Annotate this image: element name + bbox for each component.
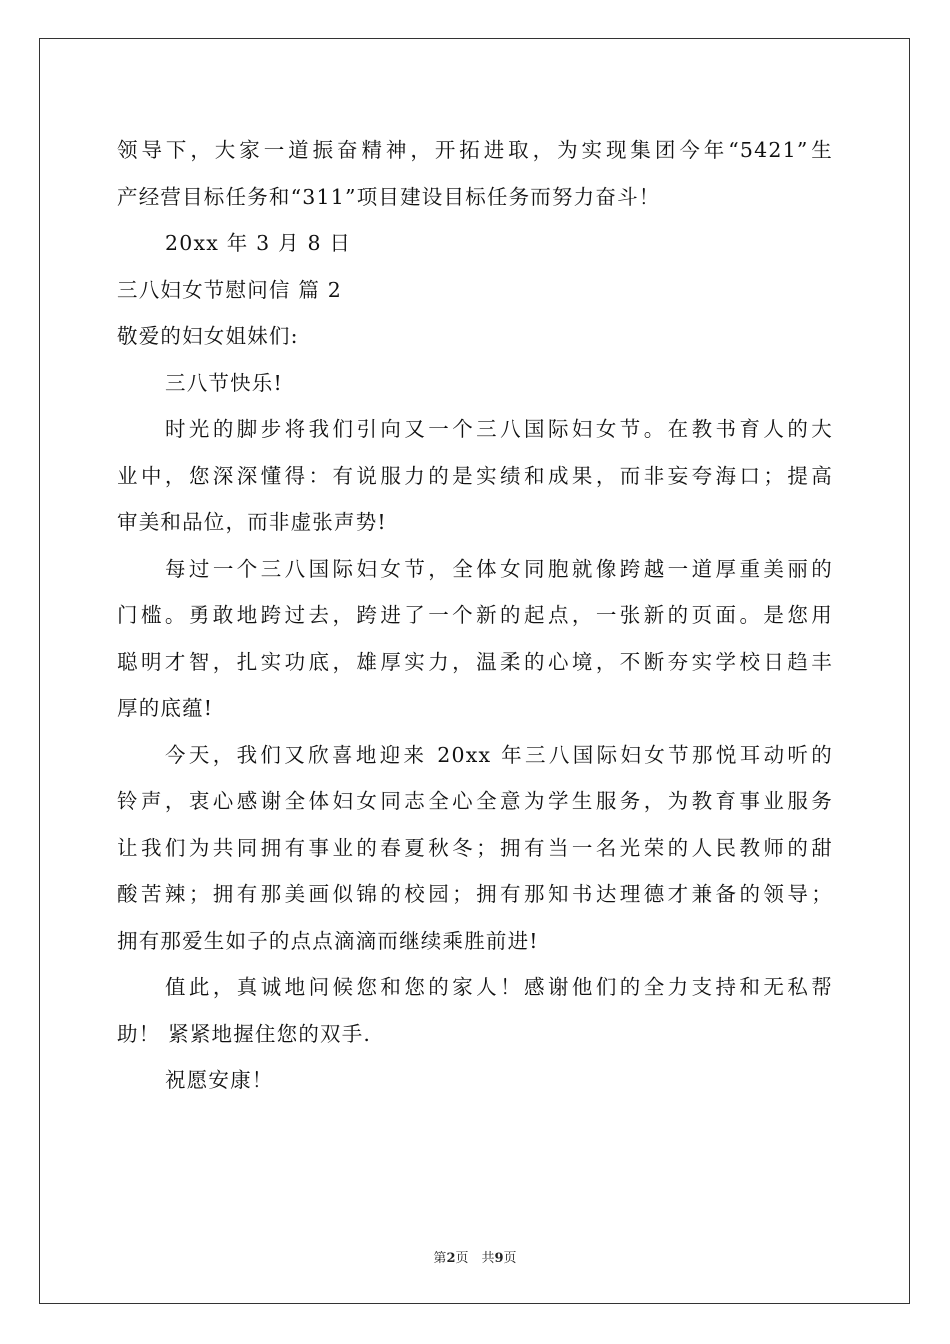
paragraph-line: 铃声，衷心感谢全体妇女同志全心全意为学生服务，为教育事业服务 (117, 789, 833, 813)
footer-prefix: 第 (433, 1251, 447, 1266)
paragraph-line: 聪明才智，扎实功底，雄厚实力，温柔的心境，不断夯实学校日趋丰 (117, 649, 833, 674)
paragraph-line: 酸苦辣；拥有那美画似锦的校园；拥有那知书达理德才兼备的领导； (117, 882, 833, 906)
paragraph-line: 产经营目标任务和“311”项目建设目标任务而努力奋斗！ (117, 184, 661, 209)
paragraph-line: 时光的脚步将我们引向又一个三八国际妇女节。在教书育人的大 (165, 417, 833, 441)
paragraph-line: 业中，您深深懂得：有说服力的是实绩和成果，而非妄夸海口；提高 (117, 463, 833, 488)
paragraph-line: 让我们为共同拥有事业的春夏秋冬；拥有当一名光荣的人民教师的甜 (117, 835, 833, 860)
paragraph-line: 领导下，大家一道振奋精神，开拓进取，为实现集团今年“5421”生 (117, 138, 833, 162)
paragraph-line: 今天，我们又欣喜地迎来 20xx 年三八国际妇女节那悦耳动听的 (165, 742, 833, 767)
salutation: 敬爱的妇女姐妹们: (117, 324, 299, 348)
paragraph-line: 助！ 紧紧地握住您的双手. (117, 1021, 372, 1046)
closing-line: 祝愿安康！ (165, 1068, 274, 1092)
paragraph-line: 拥有那爱生如子的点点滴滴而继续乘胜前进! (117, 928, 539, 953)
paragraph-line: 值此，真诚地问候您和您的家人！感谢他们的全力支持和无私帮 (165, 975, 833, 999)
page-total: 9 (494, 1251, 504, 1266)
page-footer (0, 1247, 950, 1266)
date-line: 20xx 年 3 月 8 日 (165, 231, 352, 255)
paragraph-line: 厚的底蕴! (117, 696, 214, 720)
footer-mid: 页 共 (455, 1251, 495, 1266)
greeting: 三八节快乐! (165, 370, 283, 395)
page-number: 2 (446, 1251, 456, 1266)
paragraph-line: 每过一个三八国际妇女节，全体女同胞就像跨越一道厚重美丽的 (165, 556, 833, 581)
footer-suffix: 页 (503, 1251, 517, 1266)
document-body (117, 127, 833, 1104)
paragraph-line: 门槛。勇敢地跨过去，跨进了一个新的起点，一张新的页面。是您用 (117, 603, 833, 627)
section-title: 三八妇女节慰问信 篇 2 (117, 277, 342, 302)
paragraph-line: 审美和品位，而非虚张声势! (117, 510, 387, 534)
